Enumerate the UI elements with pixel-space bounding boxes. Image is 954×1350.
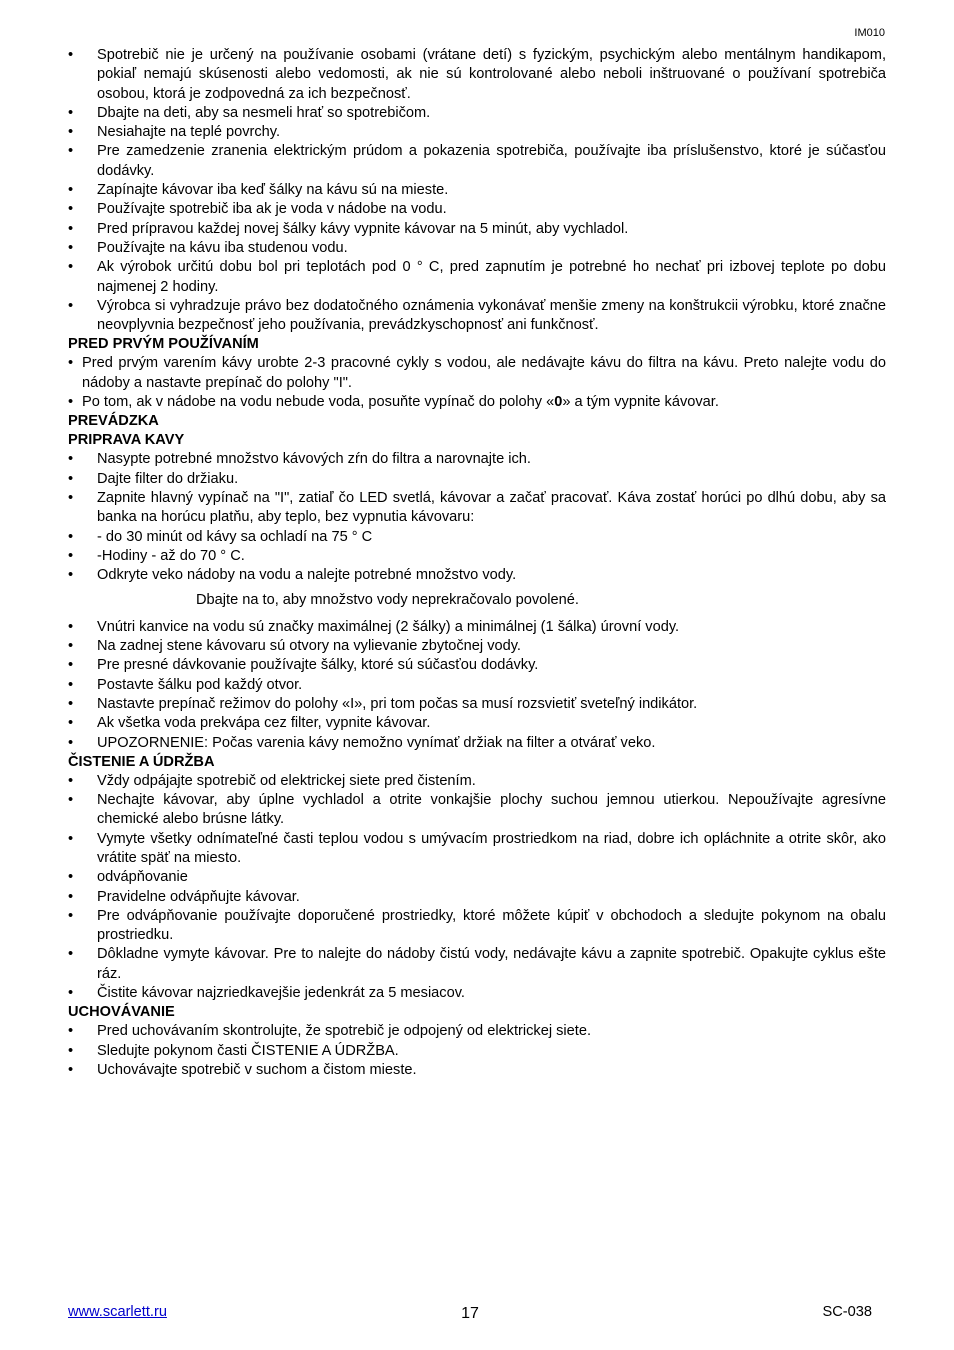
list-item: • Pravidelne odvápňujte kávovar. [68,888,886,907]
section-heading: ČISTENIE A ÚDRŽBA [68,753,215,770]
operation-list-continued [68,618,886,753]
storage-list [68,1022,886,1080]
list-item: • Nastavte prepínač režimov do polohy «I», pri tom počas sa musí rozsvietiť sveteľný indikátor. [68,695,886,714]
list-item: • Zapnite hlavný vypínač na "I", zatiaľ čo LED svetlá, kávovar a začať pracovať. Káva zostať horúci po dlhú dobu, aby sa banka na horúcu platňu, aby teplo, bez vypnutia kávovaru: [68,489,886,528]
list-item: • Dbajte na deti, aby sa nesmeli hrať so spotrebičom. [68,104,886,123]
list-item-bold: 0 [554,394,563,411]
section-heading: PRED PRVÝM POUŽÍVANÍM [68,336,259,353]
list-item: • Pred uchovávaním skontrolujte, že spotrebič je odpojený od elektrickej siete. [68,1022,886,1041]
list-item: • Odkryte veko nádoby na vodu a nalejte potrebné množstvo vody. [68,566,886,585]
list-item: • Zapínajte kávovar iba keď šálky na kávu sú na mieste. [68,181,886,200]
list-item: • - do 30 minút od kávy sa ochladí na 75 ° C [68,528,886,547]
list-item: • Spotrebič nie je určený na používanie osobami (vrátane detí) s fyzickým, psychickým alebo mentálnym handikapom, pokiaľ nemajú skúsenosti alebo vedomosti, ak nie sú kontrolované alebo neboli inštruované o používaní spotrebiča osobou, ktorá je zodpovedná za ich bezpečnosť. [68,46,886,104]
list-item: • Nasypte potrebné množstvo kávových zŕn do filtra a narovnajte ich. [68,450,886,469]
list-item-text: » a tým vypnite kávovar. [562,394,719,411]
list-item: • Čistite kávovar najzriedkavejšie jedenkrát za 5 mesiacov. [68,984,886,1003]
list-item-text: Po tom, ak v nádobe na vodu nebude voda, posuňte vypínač do polohy « [82,394,555,411]
list-item: • Na zadnej stene kávovaru sú otvory na vylievanie zbytočnej vody. [68,637,886,656]
operation-list [68,450,886,585]
list-item: • odvápňovanie [68,868,886,887]
list-item: • UPOZORNENIE: Počas varenia kávy nemožno vynímať držiak na filter a otvárať veko. [68,734,886,753]
cleaning-list [68,772,886,1004]
safety-list [68,46,886,335]
list-item: • Pred prvým varením kávy urobte 2-3 pracovné cykly s vodou, ale nedávajte kávu do filtra na kávu. Preto nalejte vodu do nádoby a nastavte prepínač do polohy "I". [68,354,886,393]
model-code-footer: SC-038 [822,1304,872,1320]
list-item: • Nesiahajte na teplé povrchy. [68,123,886,142]
list-item: • Pre zamedzenie zranenia elektrickým prúdom a pokazenia spotrebiča, používajte iba príslušenstvo, ktoré je súčasťou dodávky. [68,142,886,181]
list-item: • Uchovávajte spotrebič v suchom a čistom mieste. [68,1061,886,1080]
list-item: • -Hodiny - až do 70 ° C. [68,547,886,566]
section-heading: PREVÁDZKA [68,413,159,430]
section-subheading: PRIPRAVA KAVY [68,432,185,449]
list-item: • Ak všetka voda prekvápa cez filter, vypnite kávovar. [68,714,886,733]
list-item: • Dajte filter do držiaku. [68,470,886,489]
list-item: • Sledujte pokynom časti ČISTENIE A ÚDRŽBA. [68,1042,886,1061]
list-item: • Vnútri kanvice na vodu sú značky maximálnej (2 šálky) a minimálnej (1 šálka) úrovní vody. [68,618,886,637]
list-item: • Dôkladne vymyte kávovar. Pre to nalejte do nádoby čistú vody, nedávajte kávu a zapnite spotrebič. Opakujte cyklus ešte ráz. [68,945,886,984]
section-heading: UCHOVÁVANIE [68,1004,175,1021]
list-item: • Pre presné dávkovanie používajte šálky, ktoré sú súčasťou dodávky. [68,656,886,675]
list-item: • Vymyte všetky odnímateľné časti teplou vodou s umývacím prostriedkom na riad, dobre ich opláchnite a otrite skôr, ako vrátite späť na miesto. [68,830,886,869]
model-code-header: IM010 [854,27,885,39]
before-use-list [68,354,886,412]
list-item: • Pred prípravou každej novej šálky kávy vypnite kávovar na 5 minút, aby vychladol. [68,220,886,239]
list-item: • Používajte na kávu iba studenou vodu. [68,239,886,258]
list-item: • Nechajte kávovar, aby úplne vychladol a otrite vonkajšie plochy suchou jemnou utierkou. Nepoužívajte agresívne chemické alebo brúsne látky. [68,791,886,830]
list-item: • Vždy odpájajte spotrebič od elektrickej siete pred čistením. [68,772,886,791]
list-item [68,393,886,412]
list-item: • Pre odvápňovanie používajte doporučené prostriedky, ktoré môžete kúpiť v obchodoch a sledujte pokynom na obalu prostriedku. [68,907,886,946]
note: Dbajte na to, aby množstvo vody neprekračovalo povolené. [196,592,579,609]
website-link[interactable]: www.scarlett.ru [68,1304,167,1320]
page-number: 17 [461,1305,479,1322]
list-item: • Používajte spotrebič iba ak je voda v nádobe na vodu. [68,200,886,219]
list-item: • Ak výrobok určitú dobu bol pri teplotách pod 0 ° C, pred zapnutím je potrebné ho nechať pri izbovej teplote po dobu najmenej 2 hodiny. [68,258,886,297]
list-item: • Výrobca si vyhradzuje právo bez dodatočného oznámenia vykonávať menšie zmeny na konštrukcii výrobku, ktoré značne neovplyvnia bezpečnosť jeho používania, prevádzkyschopnosť ani funkčnosť. [68,297,886,336]
page-footer [68,1304,872,1326]
document-body [68,46,886,1080]
list-item: • Postavte šálku pod každý otvor. [68,676,886,695]
